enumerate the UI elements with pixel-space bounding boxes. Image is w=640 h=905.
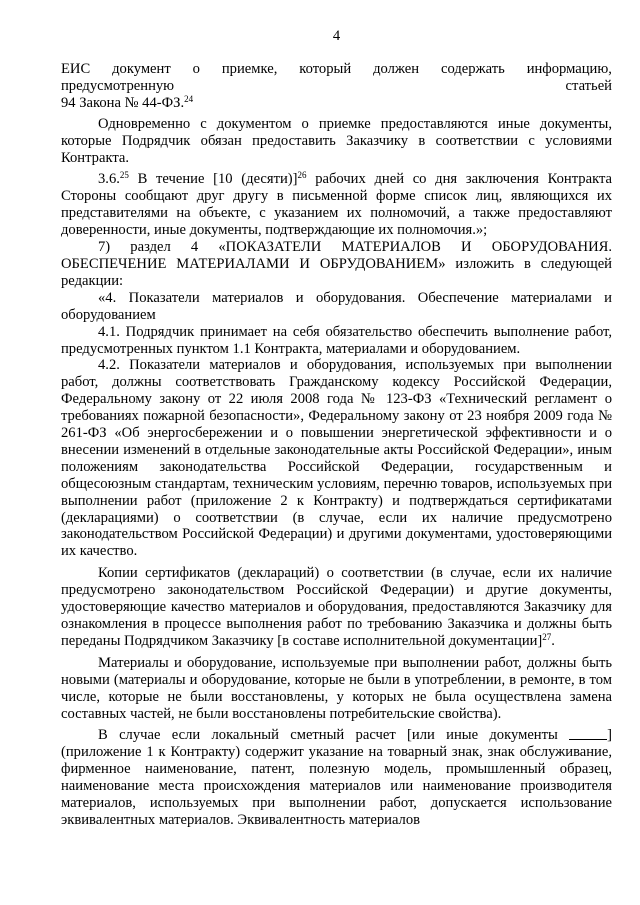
word: статьей	[565, 77, 612, 94]
word: который	[299, 61, 352, 77]
paragraph-3-6: 3.6.25 В течение [10 (десяти)]$^{26}$ рабочих дней со дня заключения Контракта Стороны сообщают друг другу в письменной форме список лиц, являющихся их представителями на объекте, с указанием их полномочий, а также предоставляют доверенности, иные документы, подтверждающие их полномочия.»;	[61, 170, 613, 239]
word: ЕИС	[61, 61, 91, 77]
blank-field	[569, 727, 607, 740]
paragraph-4-1: 4.1. Подрядчик принимает на себя обязательство обеспечить выполнение работ, предусмотренных пунктом 1.1 Контракта, материалами и оборудованием.	[61, 323, 612, 357]
paragraph-eis-line1	[61, 61, 612, 78]
footnote-ref: 25	[119, 170, 129, 181]
word: предусмотренную	[61, 77, 175, 94]
word: содержать	[440, 61, 505, 77]
word: информацию,	[526, 61, 612, 77]
paragraph-eis-line3: 94 Закона № 44-ФЗ.$^{24}$	[61, 93, 194, 111]
word: документ	[112, 61, 171, 77]
paragraph-new-materials: Материалы и оборудование, используемые при выполнении работ, должны быть новыми (материалы и оборудование, которые не были в употреблении, в ремонте, в том числе, которые не были восстановлены, у которых не была осуществлена замена составных частей, не были восстановлены потребительские свойства).	[61, 654, 612, 722]
paragraph-item-7: 7) раздел 4 «ПОКАЗАТЕЛИ МАТЕРИАЛОВ И ОБОРУДОВАНИЯ. ОБЕСПЕЧЕНИЕ МАТЕРИАЛАМИ И ОБРУДОВАНИЕМ» изложить в следующей редакции:	[61, 239, 612, 289]
paragraph-local-estimate: В случае если локальный сметный расчет [или иные документы ] (приложение 1 к Контракту) содержит указание на товарный знак, знак обслуживание, фирменное наименование, патент, полезную модель, промышленный образец, наименование места происхождения материалов или наименование производителя материалов, используемых при выполнении работ, допускается использование эквивалентных материалов. Эквивалентность материалов	[61, 727, 612, 828]
document-body	[61, 61, 612, 829]
footnote-ref: 26	[297, 170, 307, 181]
footnote-ref: 24	[184, 93, 194, 104]
word: должен	[373, 61, 420, 77]
word: приемке,	[221, 61, 278, 77]
paragraph-documents: Одновременно с документом о приемке предоставляются иные документы, которые Подрядчик обязан предоставить Заказчику в соответствии с условиями Контракта.	[61, 115, 612, 166]
paragraph-certificate-copies: Копии сертификатов (деклараций) о соответствии (в случае, если их наличие предусмотрено законодательством Российской Федерации) и другие документы, удостоверяющие качество материалов и оборудования, предоставляются Заказчику для ознакомления в процессе выполнения работ по требованию Заказчика и должны быть переданы Подрядчиком Заказчику [в составе исполнительной документации]$^{27}$.	[61, 565, 612, 649]
page-number: 4	[332, 28, 341, 44]
paragraph-4-2: 4.2. Показатели материалов и оборудования, используемых при выполнении работ, должны соответствовать Гражданскому кодексу Российской Федерации, Федеральному закону от 22 июля 2008 года № 123-ФЗ «Технический регламент о требованиях пожарной безопасности», Федеральному закону от 23 ноября 2009 года № 261-ФЗ «Об энергосбережении и о повышении энергетической эффективности и о внесении изменений в отдельные законодательные акты Российской Федерации», иным положениям законодательства Российской Федерации, государственным и общесоюзным стандартам, техническим условиям, перечню товаров, используемых при выполнении работ (приложение 2 к Контракту) и подтверждаться сертификатами (декларациями) о соответствии (в случае, если их наличие предусмотрено законодательством Российской Федерации) и другими документами, удостоверяющими их качество.	[61, 357, 612, 560]
section-4-heading: «4. Показатели материалов и оборудования. Обеспечение материалами и оборудованием	[61, 289, 612, 323]
paragraph-eis-line2	[61, 78, 612, 95]
footnote-ref: 27	[542, 631, 552, 642]
word: о	[192, 61, 200, 77]
